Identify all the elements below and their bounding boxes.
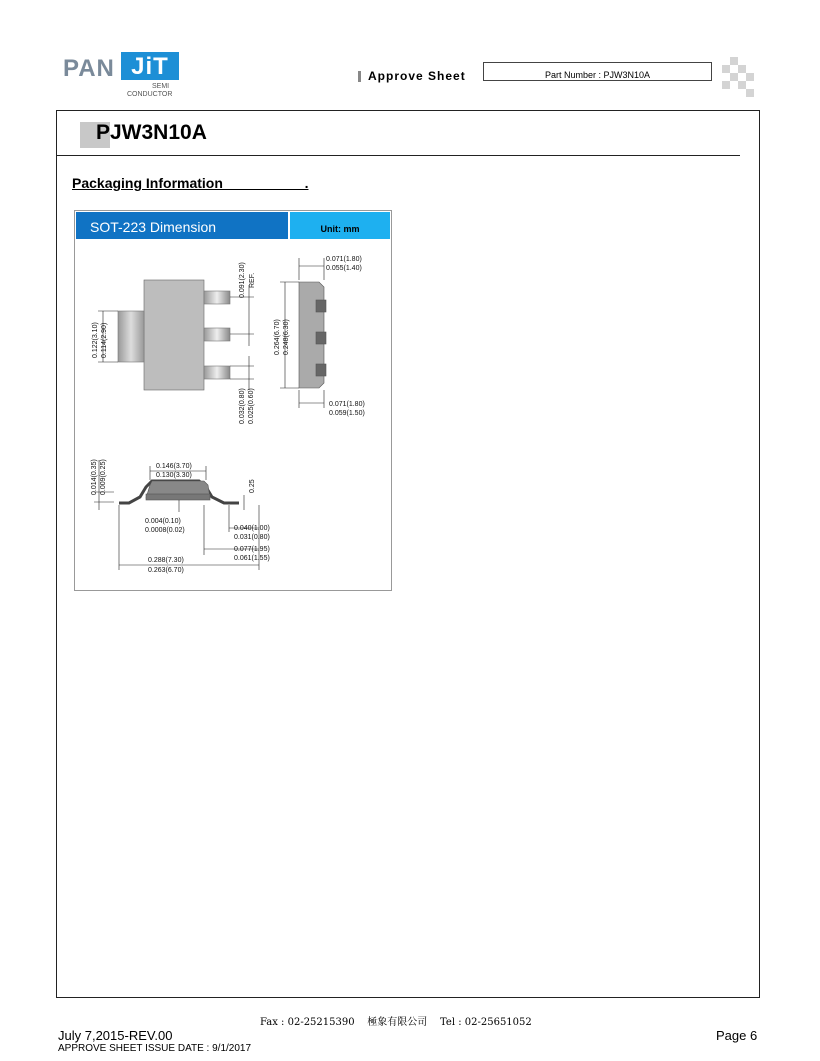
dimension-label: 0.130(3.30) bbox=[156, 472, 192, 479]
dimension-label: REF. bbox=[249, 272, 256, 288]
dimension-label: 0.061(1.55) bbox=[234, 555, 270, 562]
approve-marker bbox=[358, 71, 361, 82]
dimension-label: 0.248(6.30) bbox=[283, 319, 290, 355]
dimension-label: 0.032(0.80) bbox=[239, 388, 246, 424]
logo-jit-text: JiT bbox=[131, 53, 169, 80]
title-divider bbox=[56, 155, 740, 156]
revision-date: July 7,2015-REV.00 bbox=[58, 1028, 173, 1043]
dimension-label: 0.264(6.70) bbox=[274, 319, 281, 355]
logo-conductor-text: CONDUCTOR bbox=[127, 91, 173, 98]
dimension-label: 0.0008(0.02) bbox=[145, 527, 185, 534]
section-title: Packaging Information . bbox=[72, 175, 309, 191]
dimension-label: 0.091(2.30) bbox=[239, 262, 246, 298]
logo-semi-text: SEMI bbox=[152, 83, 170, 90]
issue-date: APPROVE SHEET ISSUE DATE : 9/1/2017 bbox=[58, 1043, 252, 1054]
dimension-label: 0.055(1.40) bbox=[326, 265, 362, 272]
dimension-label: 0.122(3.10) bbox=[92, 322, 99, 358]
approve-sheet-label: Approve Sheet bbox=[368, 69, 466, 83]
dimension-label: 0.004(0.10) bbox=[145, 518, 181, 525]
dimension-label: 0.077(1.95) bbox=[234, 546, 270, 553]
dimension-label: 0.146(3.70) bbox=[156, 463, 192, 470]
dimension-label: 0.263(6.70) bbox=[148, 567, 184, 574]
page-title: PJW3N10A bbox=[96, 121, 207, 144]
dimension-label: 0.031(0.80) bbox=[234, 534, 270, 541]
dimension-label: 0.059(1.50) bbox=[329, 410, 365, 417]
part-number: Part Number : PJW3N10A bbox=[544, 70, 651, 80]
dimension-label: 0.014(0.35) bbox=[91, 459, 98, 495]
contact-line: Fax : 02-25215390 極象有限公司 Tel : 02-25651052 bbox=[260, 1017, 532, 1028]
dimension-label: 0.114(2.90) bbox=[101, 322, 108, 358]
dimension-label: 0.288(7.30) bbox=[148, 557, 184, 564]
dimension-label: 0.025(0.60) bbox=[248, 388, 255, 424]
logo-pan-text: PAN bbox=[63, 55, 115, 82]
dimension-label: 0.071(1.80) bbox=[329, 401, 365, 408]
dimension-label: 0.040(1.00) bbox=[234, 525, 270, 532]
dimension-label: 0.071(1.80) bbox=[326, 256, 362, 263]
unit-label: Unit: mm bbox=[320, 224, 360, 234]
dimension-title: SOT-223 Dimension bbox=[90, 219, 217, 235]
dimension-label: 0.25 bbox=[249, 479, 256, 493]
page-number: Page 6 bbox=[716, 1028, 758, 1043]
dimension-label: 0.009(0.25) bbox=[100, 459, 107, 495]
